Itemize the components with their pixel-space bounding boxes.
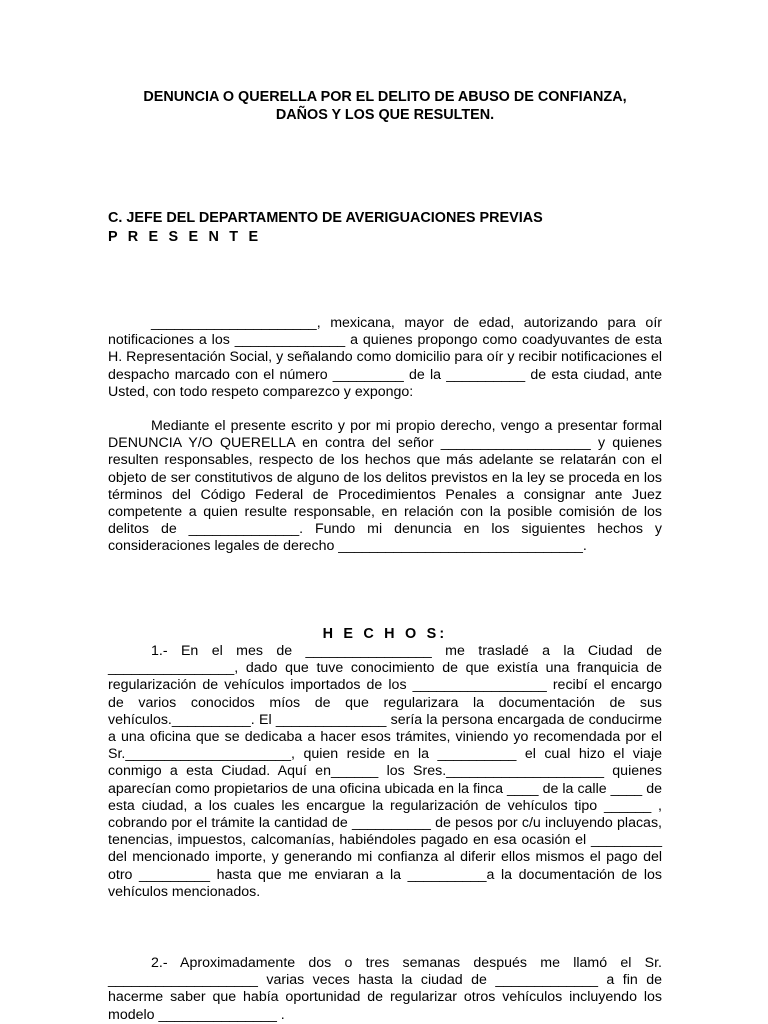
paragraph-intro: _____________________, mexicana, mayor de edad, autorizando para oír notificaciones a los ______________ a quienes propongo como coadyuvantes de esta H. Representación Social, y señalando como domicilio para oír y recibir notificaciones el despacho marcado con el número _________ de la __________ de esta ciudad, ante Usted, con todo respeto comparezco y expongo:	[108, 315, 662, 400]
document-title	[108, 88, 662, 124]
paragraph-main: Mediante el presente escrito y por mi propio derecho, vengo a presentar formal DENUNCIA Y/O QUERELLA en contra del señor ___________________ y quienes resulten responsables, respecto de los hechos que más adelante se relatarán con el objeto de ser constitutivos de alguno de los delitos previstos en la ley se proceda en los términos del Código Federal de Procedimientos Penales a consignar ante Juez competente a quien resulte responsable, en relación con la posible comisión de los delitos de ______________. Fundo mi denuncia en los siguientes hechos y consideraciones legales de derecho _______________________________.	[108, 418, 662, 555]
title-line-1: DENUNCIA O QUERELLA POR EL DELITO DE ABUSO DE CONFIANZA,	[143, 89, 627, 105]
paragraph-hecho-1: 1.- En el mes de ________________ me trasladé a la Ciudad de ________________, dado que tuve conocimiento de que existía una franquicia de regularización de vehículos importados de los _________________ recibí el encargo de varios conocidos míos de que regularizara la documentación de sus vehículos.__________. El ______________ sería la persona encargada de conducirme a una oficina que se dedicaba a hacer esos trámites, viniendo yo recomendada por el Sr._____________________, quien reside en la __________ el cual hizo el viaje conmigo a esta Ciudad. Aquí en______ los Sres.____________________ quienes aparecían como propietarios de una oficina ubicada en la finca ____ de la calle ____ de esta ciudad, a los cuales les encargue la regularización de vehículos tipo ______ , cobrando por el trámite la cantidad de __________ de pesos por c/u incluyendo placas, tenencias, impuestos, calcomanías, habiéndoles pagado en esa ocasión el _________ del mencionado importe, y generando mi confianza al diferir ellos mismos el pago del otro _________ hasta que me enviaran a la __________a la documentación de los vehículos mencionados.	[108, 643, 662, 900]
addressee-line-1: C. JEFE DEL DEPARTAMENTO DE AVERIGUACIONES PREVIAS	[108, 210, 543, 226]
addressee-line-2: P R E S E N T E	[108, 228, 262, 245]
hechos-heading: H E C H O S:	[322, 626, 448, 642]
title-line-2: DAÑOS Y LOS QUE RESULTEN.	[275, 107, 495, 123]
addressee-block	[108, 209, 668, 246]
paragraph-hecho-2: 2.- Aproximadamente dos o tres semanas después me llamó el Sr. ___________________ varias veces hasta la ciudad de _____________ a fin de hacerme saber que había oportunidad de regularizar otros vehículos incluyendo los modelo _______________ .	[108, 955, 662, 1023]
